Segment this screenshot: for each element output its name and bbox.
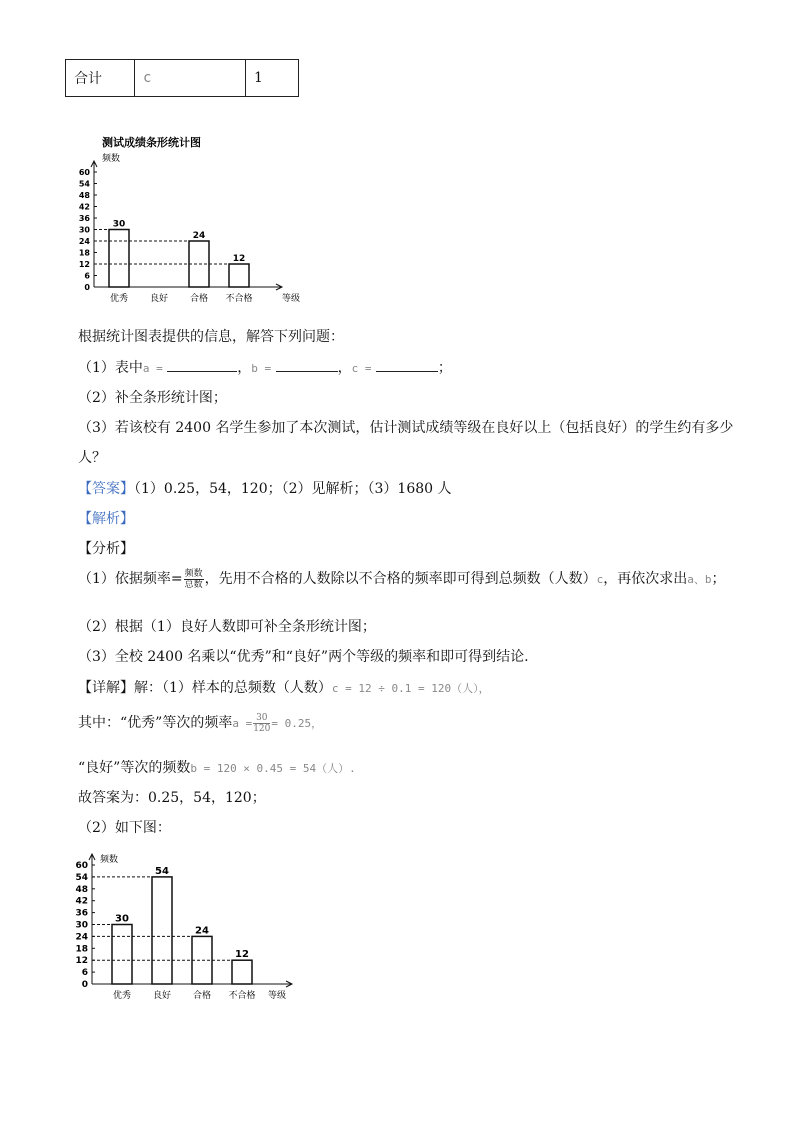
bar [232, 960, 252, 984]
question-3-line2: 人？ [78, 450, 106, 466]
y-tick-label: 54 [78, 179, 90, 189]
q1-b-label: b = [251, 362, 272, 375]
y-tick-label: 48 [78, 191, 90, 200]
blank-b[interactable] [276, 359, 338, 372]
f1-prefix: （1）依据频率= [78, 571, 183, 587]
fenxi-1 [78, 568, 726, 590]
y-tick-label: 60 [78, 168, 90, 177]
f1-mid: ，先用不合格的人数除以不合格的频率即可得到总频数（人数） [204, 571, 597, 587]
x-tick-label: 良好 [149, 294, 169, 304]
bar [112, 925, 132, 985]
part-2-heading: （2）如下图： [78, 820, 171, 836]
fenxi-heading: 【分析】 [78, 541, 134, 557]
table-row [66, 60, 299, 97]
y-tick-label: 6 [84, 271, 90, 281]
y-tick-label: 12 [78, 260, 90, 269]
y-tick-label: 12 [75, 956, 88, 967]
y-tick-label: 36 [78, 214, 90, 223]
fenxi-2: （2）根据（1）良好人数即可补全条形统计图； [78, 619, 376, 635]
q1-sep: ， [237, 360, 252, 376]
x-tick-label: 不合格 [228, 991, 256, 1001]
q1-prefix: （1）表中 [78, 360, 143, 376]
y-tick-label: 18 [75, 944, 88, 955]
qz-result: = 0.25， [271, 717, 323, 730]
y-tick-label: 54 [75, 872, 88, 883]
frac-denominator: 总数 [184, 579, 203, 590]
answer-text: （1）0.25，54，120；（2）见解析；（3）1680 人 [134, 481, 452, 497]
analysis-line [78, 508, 134, 528]
lh-prefix: “良好”等次的频数 [78, 760, 191, 776]
gu-answer: 故答案为：0.25，54，120； [78, 790, 266, 806]
lh-math: b = 120 × 0.45 = 54（人）. [190, 762, 356, 775]
y-axis-label: 频数 [102, 154, 121, 164]
xiangjie-tag: 【详解】 [78, 680, 134, 696]
y-tick-label: 30 [75, 920, 88, 931]
f1-end: ； [711, 571, 726, 587]
y-tick-label: 36 [75, 908, 88, 919]
y-axis-label: 频数 [100, 855, 119, 865]
y-tick-label: 6 [81, 968, 88, 979]
bar [229, 264, 249, 287]
question-3-line1: （3）若该校有 2400 名学生参加了本次测试，估计测试成绩等级在良好以上（包括良好）的学生约有多少 [78, 420, 734, 436]
f1-c: c [596, 573, 604, 586]
frac-numerator: 频数 [184, 568, 203, 579]
frac-numerator: 30 [253, 713, 270, 724]
y-tick-label: 42 [75, 896, 88, 907]
xiangjie-line [78, 677, 490, 697]
summary-table [65, 59, 299, 97]
qz-prefix: 其中：“优秀”等次的频率 [78, 715, 233, 731]
y-tick-label: 24 [78, 237, 90, 246]
table-cell: 合计 [66, 60, 135, 97]
answer-line [78, 478, 452, 498]
fraction [184, 569, 204, 590]
y-tick-label: 0 [81, 980, 88, 990]
table-cell: 1 [246, 60, 299, 97]
bar-chart-completed [60, 848, 310, 1008]
question-2: （2）补全条形统计图； [78, 390, 227, 406]
blank-c[interactable] [376, 359, 438, 372]
x-axis-label: 等级 [268, 991, 287, 1001]
fenxi-3: （3）全校 2400 名乘以“优秀”和“良好”两个等级的频率和即可得到结论. [78, 649, 529, 665]
answer-tag: 【答案】 [78, 481, 134, 497]
f1-mid2: ，再依次求出 [603, 571, 688, 587]
fraction [253, 713, 270, 734]
q1-a-label: a = [142, 362, 163, 375]
data-label: 54 [155, 865, 169, 877]
bar [109, 230, 129, 288]
f1-ab: a、b [687, 573, 712, 586]
q1-sep: ， [337, 360, 352, 376]
y-tick-label: 48 [75, 884, 88, 895]
frac-denominator: 120 [253, 723, 271, 734]
blank-a[interactable] [167, 359, 237, 372]
x-tick-label: 良好 [152, 991, 172, 1001]
x-axis-label: 等级 [282, 294, 301, 304]
intro-text: 根据统计图表提供的信息，解答下列问题： [78, 329, 344, 345]
y-tick-label: 60 [75, 861, 88, 871]
y-tick-label: 30 [78, 225, 90, 235]
question-1 [78, 357, 452, 377]
x-tick-label: 优秀 [112, 991, 132, 1001]
bar [152, 877, 172, 984]
xiangjie-math: c = 12 ÷ 0.1 = 120（人）， [331, 682, 490, 695]
data-label: 30 [115, 913, 129, 925]
table-cell: c [135, 60, 246, 97]
y-tick-label: 42 [78, 202, 90, 212]
data-label: 24 [195, 925, 209, 937]
y-tick-label: 24 [75, 932, 88, 943]
x-tick-label: 不合格 [225, 294, 253, 304]
q1-end: ； [437, 360, 452, 376]
qz-a: a = [232, 717, 253, 730]
youxiu-line [78, 712, 322, 734]
analysis-tag: 【解析】 [78, 511, 134, 527]
x-tick-label: 优秀 [109, 294, 129, 304]
chart-title: 测试成绩条形统计图 [102, 136, 201, 149]
x-tick-label: 合格 [192, 991, 212, 1001]
data-label: 24 [192, 231, 206, 241]
y-tick-label: 18 [78, 248, 90, 258]
y-tick-label: 0 [84, 283, 90, 292]
x-tick-label: 合格 [189, 294, 209, 304]
q1-c-label: c = [351, 362, 372, 375]
xiangjie-text: 解：（1）样本的总频数（人数） [134, 680, 332, 696]
data-label: 12 [232, 254, 246, 264]
data-label: 30 [112, 219, 126, 230]
lianghao-line [78, 757, 356, 777]
data-label: 12 [235, 949, 249, 961]
bar-chart-original [60, 128, 320, 308]
